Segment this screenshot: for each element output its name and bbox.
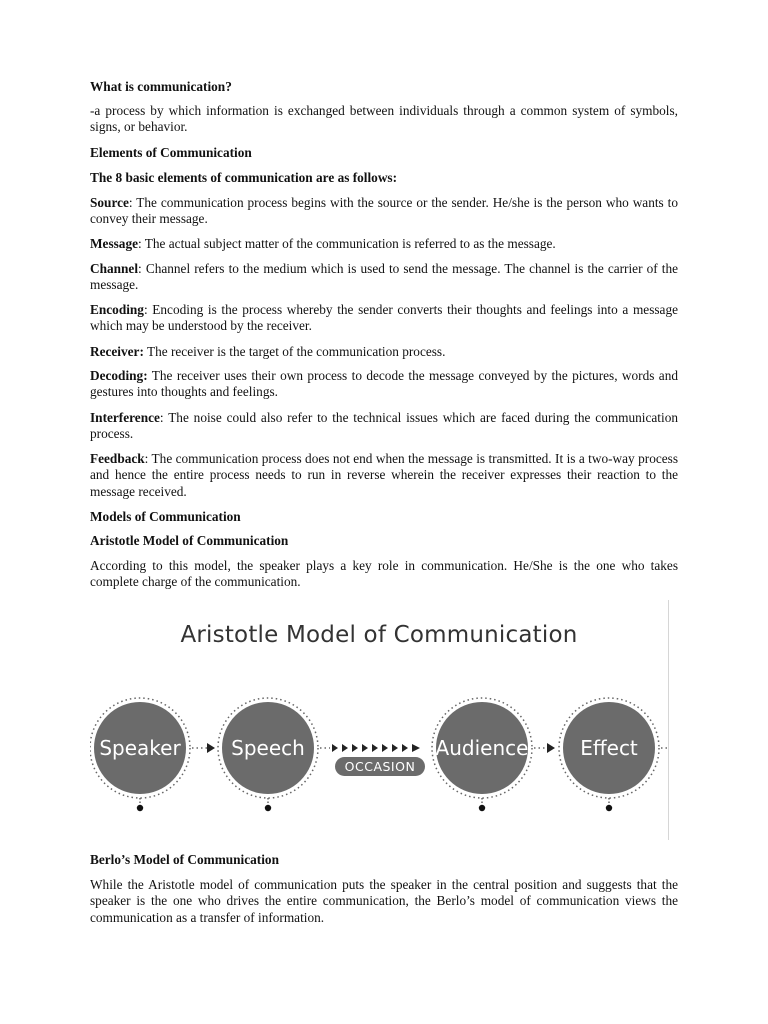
element-interference bbox=[90, 410, 678, 443]
element-term: Receiver: bbox=[90, 344, 144, 359]
heading-basic-elements: The 8 basic elements of communication are as follows: bbox=[90, 170, 398, 185]
arrow-head-1 bbox=[207, 743, 215, 753]
element-term: Source bbox=[90, 195, 129, 210]
occasion-arrow-chain bbox=[332, 744, 420, 752]
heading-aristotle: Aristotle Model of Communication bbox=[90, 533, 289, 548]
node-speech-label: Speech bbox=[231, 736, 305, 760]
element-text: Channel refers to the medium which is used to send the message. The channel is the carrier of the message. bbox=[90, 261, 678, 293]
element-encoding bbox=[90, 302, 678, 335]
berlo-paragraph: While the Aristotle model of communication puts the speaker in the central position and suggests that the speaker is the one who drives the entire communication, the Berlo’s model of communication views the communication as a transfer of information. bbox=[90, 877, 678, 925]
element-term: Interference bbox=[90, 410, 160, 425]
element-sep: : bbox=[138, 236, 142, 251]
element-text: The communication process does not end when the message is transmitted. It is a two-way process and hence the entire process needs to run in reverse wherein the receiver expresses their reaction to the message received. bbox=[90, 451, 678, 499]
audience-dot bbox=[479, 805, 485, 811]
element-source bbox=[90, 195, 678, 228]
heading-what-is-communication: What is communication? bbox=[90, 79, 232, 94]
element-message bbox=[90, 236, 678, 252]
element-term: Channel bbox=[90, 261, 139, 276]
element-sep: : bbox=[144, 451, 149, 466]
element-term: Message bbox=[90, 236, 138, 251]
element-text: Encoding is the process whereby the sender converts their thoughts and feelings into a message which may be understood by the receiver. bbox=[90, 302, 678, 334]
node-effect-label: Effect bbox=[580, 736, 638, 760]
element-text: The receiver uses their own process to decode the message conveyed by the pictures, words and gestures into thoughts and feelings. bbox=[90, 368, 678, 400]
element-sep: : bbox=[128, 195, 133, 210]
element-text: The communication process begins with the source or the sender. He/she is the person who wants to convey their message. bbox=[90, 195, 678, 227]
element-channel bbox=[90, 261, 678, 294]
heading-elements: Elements of Communication bbox=[90, 145, 252, 160]
occasion-label: OCCASION bbox=[344, 759, 416, 774]
speaker-dot bbox=[137, 805, 143, 811]
element-sep: : bbox=[143, 302, 148, 317]
element-sep: : bbox=[159, 410, 164, 425]
aristotle-diagram bbox=[90, 600, 669, 840]
node-audience-label: Audience bbox=[435, 736, 529, 760]
speech-dot bbox=[265, 805, 271, 811]
element-text: The receiver is the target of the communication process. bbox=[143, 344, 446, 359]
diagram-title: Aristotle Model of Communication bbox=[180, 622, 578, 648]
element-term: Encoding bbox=[90, 302, 144, 317]
definition-paragraph: -a process by which information is exchanged between individuals through a common system of symbols, signs, or behavior. bbox=[90, 103, 678, 135]
element-decoding bbox=[90, 368, 678, 401]
heading-models: Models of Communication bbox=[90, 509, 241, 524]
node-speaker-label: Speaker bbox=[99, 736, 181, 760]
element-term: Feedback bbox=[90, 451, 145, 466]
element-feedback bbox=[90, 451, 678, 500]
arrow-head-3 bbox=[547, 743, 555, 753]
element-text: The actual subject matter of the communication is referred to as the message. bbox=[141, 236, 556, 251]
element-sep: : bbox=[138, 261, 142, 276]
element-text: The noise could also refer to the technical issues which are faced during the communication process. bbox=[90, 410, 678, 442]
effect-dot bbox=[606, 805, 612, 811]
element-receiver bbox=[90, 344, 678, 360]
aristotle-paragraph: According to this model, the speaker plays a key role in communication. He/She is the one who takes complete charge of the communication. bbox=[90, 558, 678, 590]
element-term: Decoding: bbox=[90, 368, 148, 383]
heading-berlo: Berlo’s Model of Communication bbox=[90, 852, 279, 867]
